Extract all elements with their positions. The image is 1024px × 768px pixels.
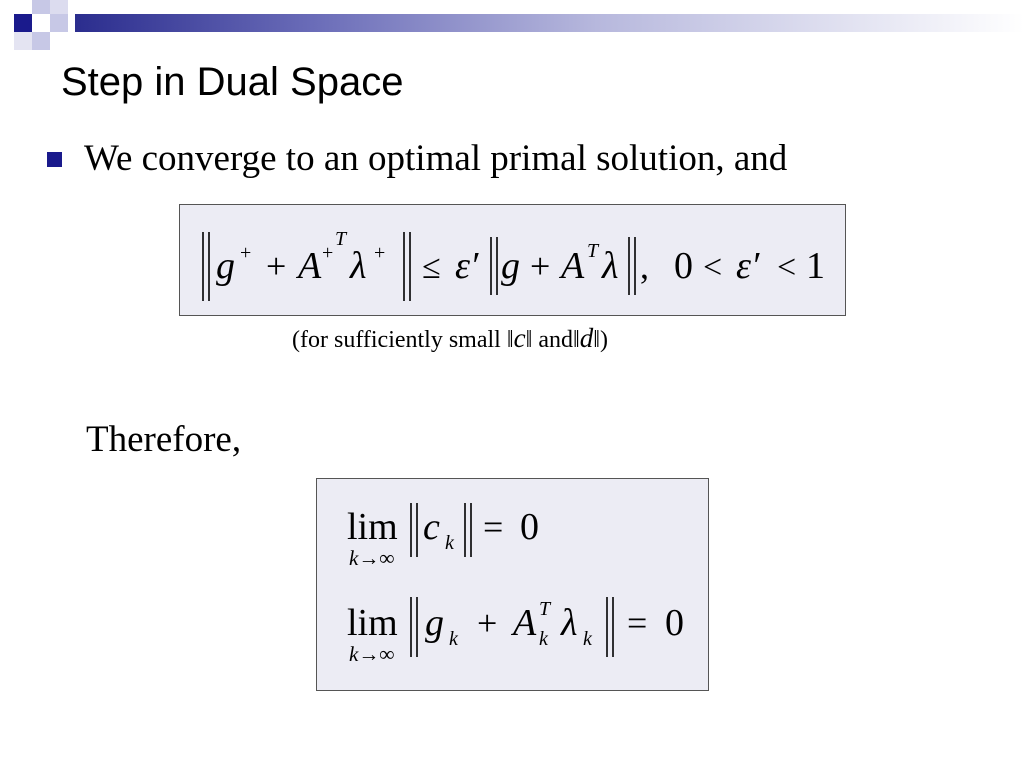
eq1-epsilon-prime: ε′	[455, 245, 479, 287]
decor-square	[14, 32, 32, 50]
note-prefix: (for sufficiently small	[292, 327, 501, 353]
eq2-lim-sub: k→∞	[349, 546, 395, 570]
eq1-lt: <	[703, 249, 723, 286]
eq1-g-sup: +	[240, 242, 252, 264]
eq2-lim: lim	[347, 506, 398, 548]
eq1-g: g	[216, 245, 235, 287]
equation-1	[180, 205, 847, 317]
eq1-plus: +	[266, 246, 287, 286]
eq1-g2: g	[501, 245, 520, 287]
decor-square	[32, 0, 50, 14]
header-gradient-bar	[75, 14, 1024, 32]
decor-square	[32, 32, 50, 50]
eq1-lambda2: λ	[602, 245, 619, 287]
bullet-text: We converge to an optimal primal solution, and	[84, 138, 788, 179]
eq3-lim: lim	[347, 602, 398, 644]
eq2-zero: 0	[520, 506, 539, 548]
eq1-comma: ,	[640, 246, 649, 286]
eq1-A-sup-plus: +	[322, 242, 334, 264]
bullet-marker	[47, 152, 62, 167]
norm-bars-icon: ‖	[525, 327, 533, 353]
eq3-lambda-sub: k	[583, 628, 592, 650]
eq3-A-sup-T: T	[539, 598, 551, 620]
eq1-A-sup-T: T	[335, 228, 347, 250]
eq1-A2: A	[561, 245, 585, 287]
note-and: and	[538, 327, 573, 353]
equation-box-1	[179, 204, 846, 316]
decor-square	[14, 14, 32, 32]
eq3-g-sub: k	[449, 628, 458, 650]
eq3-A: A	[513, 602, 537, 644]
eq2-equals: =	[483, 507, 504, 547]
eq3-equals: =	[627, 603, 648, 643]
norm-bars-icon: ‖	[506, 327, 514, 353]
eq1-epsilon-prime2: ε′	[736, 245, 760, 287]
eq3-g: g	[425, 602, 444, 644]
therefore-text: Therefore,	[86, 419, 242, 460]
equation-box-2	[316, 478, 709, 691]
equation-limits	[317, 479, 710, 692]
eq1-lambda: λ	[350, 245, 367, 287]
eq3-zero: 0	[665, 602, 684, 644]
eq1-zero: 0	[674, 245, 693, 287]
eq2-c: c	[423, 506, 440, 548]
eq1-A2-sup-T: T	[587, 240, 599, 262]
note-c: c	[513, 323, 526, 353]
eq3-lim-sub: k→∞	[349, 642, 395, 666]
decor-square	[50, 14, 68, 32]
eq1-lambda-sup: +	[374, 242, 386, 264]
norm-bars-icon: ‖	[593, 327, 600, 353]
eq2-c-sub: k	[445, 532, 454, 554]
eq3-A-sub-k: k	[539, 628, 548, 650]
norm-bars-icon: ‖	[572, 327, 580, 353]
decor-square	[50, 0, 68, 14]
eq1-one: 1	[806, 245, 825, 287]
eq1-plus2: +	[530, 246, 551, 286]
note-suffix: )	[599, 327, 608, 353]
slide-title: Step in Dual Space	[61, 60, 404, 104]
eq3-lambda: λ	[561, 602, 578, 644]
eq1-A: A	[298, 245, 322, 287]
eq3-plus: +	[477, 603, 498, 643]
eq1-leq: ≤	[422, 249, 441, 286]
eq1-lt2: <	[777, 249, 797, 286]
note-d: d	[579, 323, 594, 353]
condition-note	[292, 323, 608, 354]
